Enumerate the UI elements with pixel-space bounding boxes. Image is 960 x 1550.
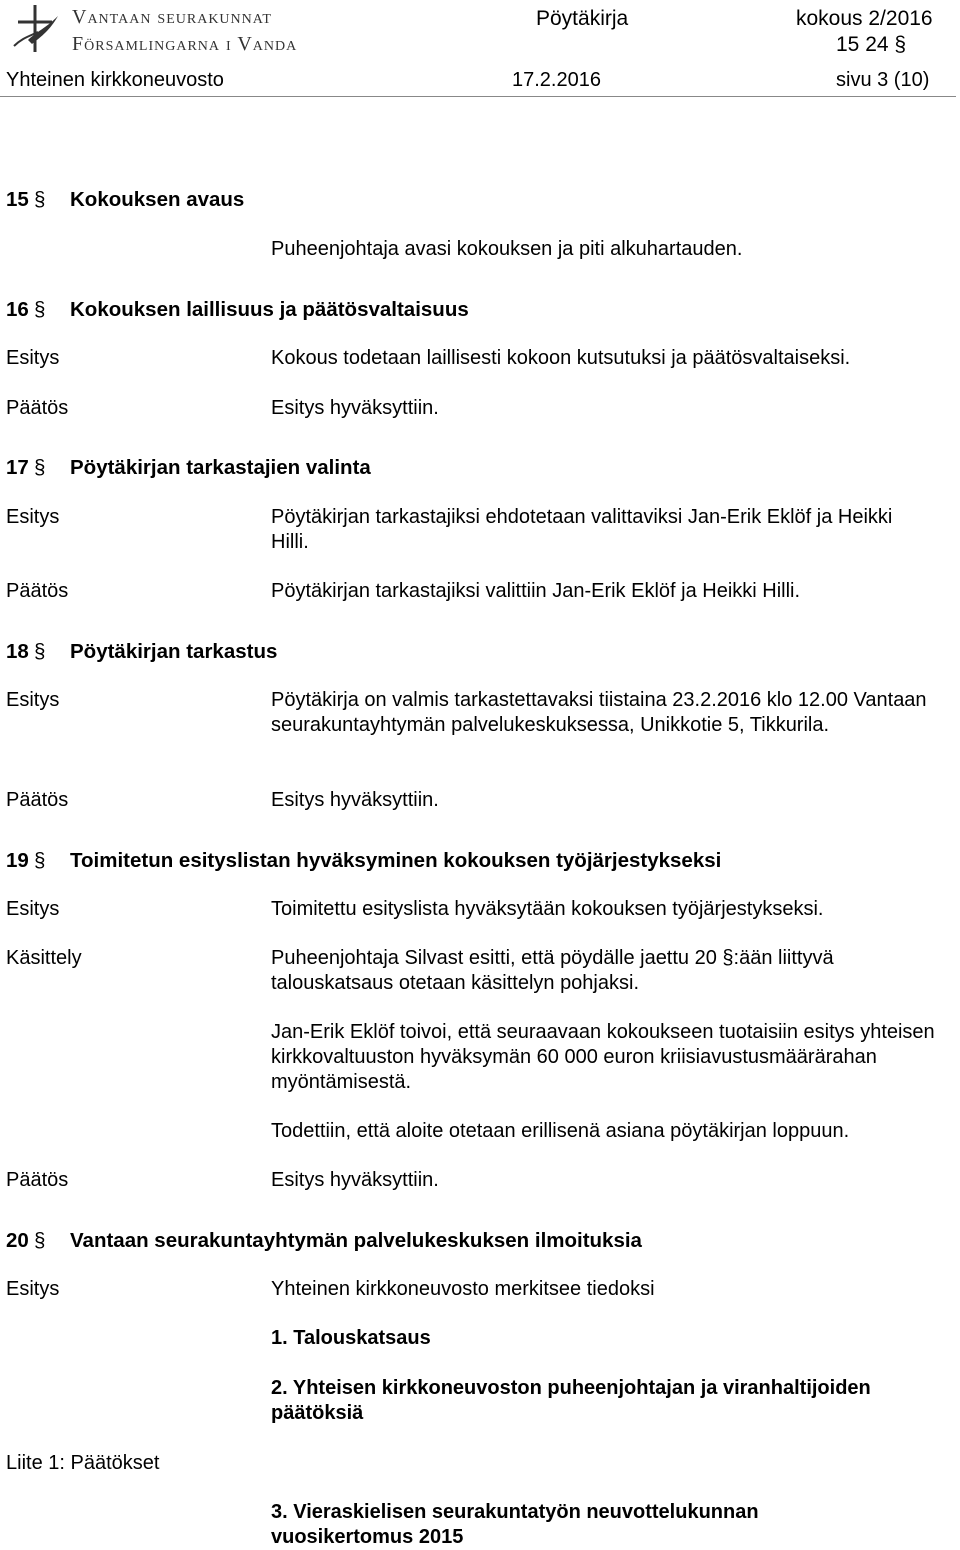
kasittely-1-part-b: :ään liittyvä talouskatsaus otetaan käsittelyn pohjaksi.: [271, 947, 834, 994]
esitys-label: Esitys: [6, 689, 60, 711]
section-19-kasittely-2: Jan-Erik Eklöf toivoi, että seuraavaan kokoukseen tuotaisiin esitys yhteisen kirkkovaltuuston hyväksymän 60 000 euron kriisiavustusmäärärahan myöntämisestä.: [271, 1021, 935, 1093]
section-19-esitys: Toimitettu esityslista hyväksytään kokouksen työjärjestykseksi.: [271, 898, 824, 920]
section-20-esitys: Yhteinen kirkkoneuvosto merkitsee tiedoksi: [271, 1278, 655, 1300]
section-range: [836, 32, 906, 57]
org-name-swedish: Församlingarna i Vanda: [72, 33, 298, 55]
section-title: Pöytäkirjan tarkastajien valinta: [70, 456, 371, 479]
section-number: 15: [6, 188, 29, 211]
section-title: Pöytäkirjan tarkastus: [70, 640, 278, 663]
section-title: Vantaan seurakuntayhtymän palvelukeskuksen ilmoituksia: [70, 1229, 642, 1252]
paatos-label: Päätös: [6, 1169, 69, 1191]
kasittely-1-part-a: Puheenjohtaja Silvast esitti, että pöydälle jaettu 20: [271, 947, 717, 969]
section-16-paatos: Esitys hyväksyttiin.: [271, 397, 439, 419]
section-20-item-3: 3. Vieraskielisen seurakuntatyön neuvottelukunnan vuosikertomus 2015: [271, 1501, 759, 1548]
section-mark-icon: §: [34, 640, 46, 663]
org-name-finnish: Vantaan seurakunnat: [72, 6, 272, 28]
esitys-label: Esitys: [6, 1278, 60, 1300]
section-number: 19: [6, 849, 29, 872]
section-title: Kokouksen avaus: [70, 188, 245, 211]
section-16-esitys: Kokous todetaan laillisesti kokoon kutsutuksi ja päätösvaltaiseksi.: [271, 347, 851, 369]
section-17-paatos: Pöytäkirjan tarkastajiksi valittiin Jan-Erik Eklöf ja Heikki Hilli.: [271, 580, 801, 602]
body-name: Yhteinen kirkkoneuvosto: [6, 69, 224, 91]
meeting-number: kokous 2/2016: [796, 7, 933, 30]
esitys-label: Esitys: [6, 898, 60, 920]
paatos-label: Päätös: [6, 397, 69, 419]
section-18-esitys: Pöytäkirja on valmis tarkastettavaksi tiistaina 23.2.2016 klo 12.00 Vantaan seurakuntayhtymän palvelukeskuksessa, Unikkotie 5, Tikkurila.: [271, 689, 927, 736]
kasittely-label: Käsittely: [6, 947, 82, 969]
section-title: Kokouksen laillisuus ja päätösvaltaisuus: [70, 298, 469, 321]
section-number: 17: [6, 456, 29, 479]
section-mark-icon: §: [34, 298, 46, 321]
section-19-kasittely-3: Todettiin, että aloite otetaan erillisenä asiana pöytäkirjan loppuun.: [271, 1120, 850, 1142]
cross-dove-logo-icon: [6, 2, 64, 54]
section-18-paatos: Esitys hyväksyttiin.: [271, 789, 439, 811]
esitys-label: Esitys: [6, 347, 60, 369]
paatos-label: Päätös: [6, 789, 69, 811]
esitys-label: Esitys: [6, 506, 60, 528]
section-title: Toimitetun esityslistan hyväksyminen kokouksen työjärjestykseksi: [70, 849, 722, 872]
paatos-label: Päätös: [6, 580, 69, 602]
section-number: 20: [6, 1229, 29, 1252]
header-rule: [0, 96, 956, 97]
section-mark-icon: §: [722, 947, 734, 969]
section-number: 16: [6, 298, 29, 321]
section-19-kasittely-1: [271, 946, 921, 996]
section-number: 18: [6, 640, 29, 663]
section-17-esitys: Pöytäkirjan tarkastajiksi ehdotetaan valittaviksi Jan-Erik Eklöf ja Heikki Hilli.: [271, 506, 893, 553]
section-mark-icon: §: [34, 849, 46, 872]
section-mark-icon: §: [894, 33, 907, 56]
attachment-link[interactable]: Liite 1: Päätökset: [6, 1452, 160, 1474]
section-mark-icon: §: [34, 188, 46, 211]
page-number: sivu 3 (10): [836, 69, 930, 91]
section-20-item-1: 1. Talouskatsaus: [271, 1327, 431, 1349]
section-19-paatos: Esitys hyväksyttiin.: [271, 1169, 439, 1191]
section-15-text: Puheenjohtaja avasi kokouksen ja piti alkuhartauden.: [271, 238, 743, 260]
section-20-item-2: 2. Yhteisen kirkkoneuvoston puheenjohtajan ja viranhaltijoiden päätöksiä: [271, 1377, 871, 1424]
section-mark-icon: §: [34, 1229, 46, 1252]
section-mark-icon: §: [34, 456, 46, 479]
meeting-date: 17.2.2016: [512, 69, 601, 91]
section-range-text: 15 24: [836, 33, 889, 56]
doc-type: Pöytäkirja: [536, 7, 629, 30]
